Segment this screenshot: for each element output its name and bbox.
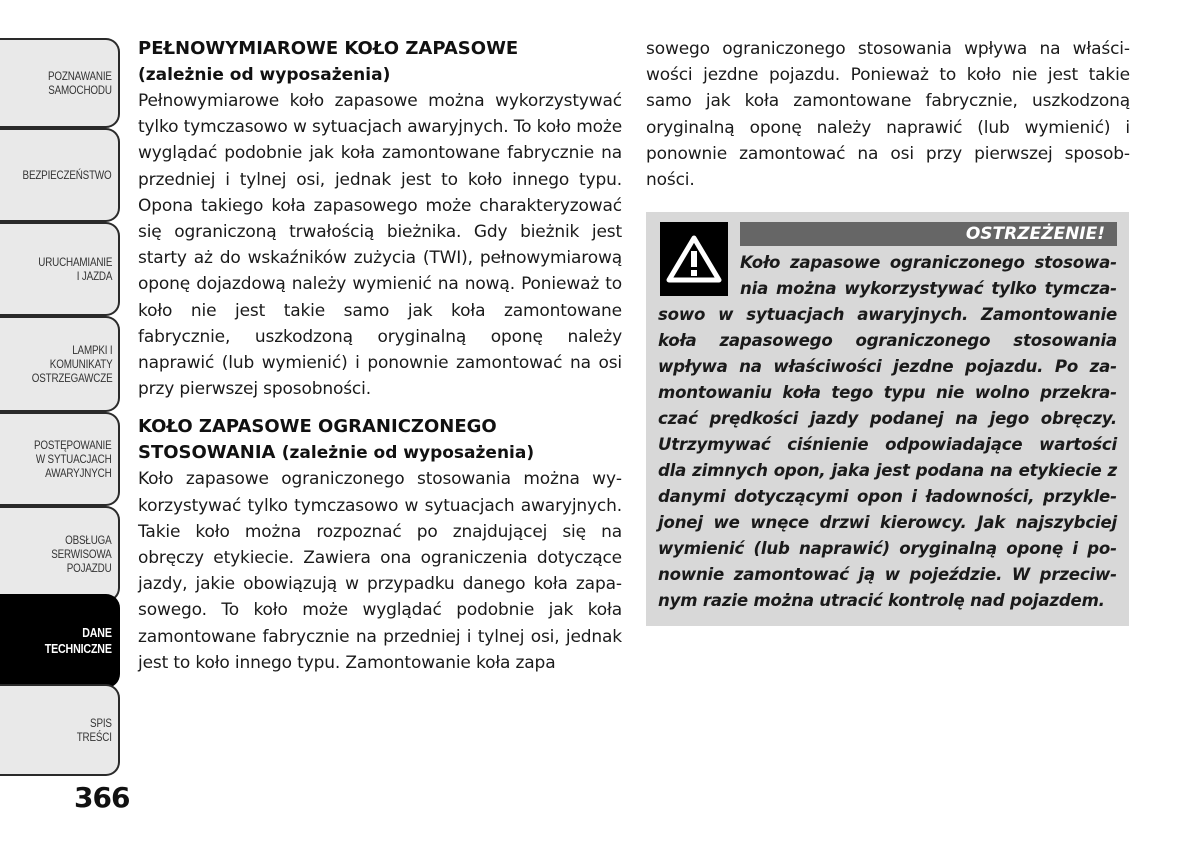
tab-dane-techniczne[interactable]	[0, 594, 120, 688]
heading-title: PEŁNOWYMIAROWE KOŁO ZAPASOWE	[138, 38, 519, 59]
tab-label: SPIS TREŚCI	[76, 716, 112, 744]
tab-uruchamianie-i-jazda[interactable]	[0, 222, 120, 316]
tab-postepowanie-w-sytuacjach-awaryjnych[interactable]	[0, 412, 120, 506]
tab-label: BEZPIECZEŃSTWO	[22, 168, 112, 182]
heading-title-line2: STOSOWANIA	[138, 442, 276, 464]
warning-box	[646, 212, 1129, 626]
tab-lampki-i-komunikaty[interactable]	[0, 316, 120, 412]
heading-title: KOŁO ZAPASOWE OGRANICZONEGO	[138, 416, 497, 438]
heading-subtitle: (zależnie od wyposażenia)	[138, 65, 391, 85]
tab-label: POSTĘPOWANIE W SYTUACJACH AWARYJNYCH	[34, 438, 112, 480]
warning-text: Koło zapasowe ograniczonego stosowania można wykorzystywać tylko tymczasowo w sytuacjach awaryjnych. Zamontowanie koła zapasowego ograniczonego stosowania wpływa na właściwości jezdne pojazdu. Po zamontowaniu koła tego typu nie wolno przekraczać prędkości jazdy podanej na jego obręczy. Utrzymywać ciśnienie odpowiadające wartości dla zimnych opon, jaka jest podana na etykiecie z danymi dotyczącymi opon i ładowności, przyklejonej we wnęce drzwi kierowcy. Jak najszybciej wymienić (lub naprawić) oryginalną oponę i ponownie zamontować ją w pojeździe. W przeciwnym razie można utracić kontrolę nad pojazdem.	[658, 253, 1117, 610]
tab-spis-tresci[interactable]	[0, 684, 120, 776]
tab-obsluga-serwisowa[interactable]	[0, 506, 120, 602]
heading-subtitle: (zależnie od wyposażenia)	[281, 443, 535, 464]
section-heading	[138, 36, 622, 88]
section-body-continued: sowego ograniczonego stosowania wpływa na właściwości jezdne pojazdu. Ponieważ to koło nie jest takie samo jak koła zamontowane fabrycznie, uszkodzoną oryginalną oponę należy naprawić (lub wymienić) i ponownie zamontować na osi przy pierwszej sposobności.	[646, 39, 1130, 191]
tab-bezpieczenstwo[interactable]	[0, 128, 120, 222]
warning-title: OSTRZEŻENIE!	[740, 222, 1117, 246]
left-column	[138, 36, 622, 676]
section-body: Koło zapasowe ograniczonego stosowania można wykorzystywać tylko tymczasowo w sytuacjach awaryjnych. Takie koło można rozpoznać po znajdującej się na obręczy etykiecie. Zawiera ona ograniczenia dotyczące jazdy, jakie obowiązują w przypadku danego koła zapasowego. To koło może wyglądać podobnie jak koła zamontowane fabrycznie na przedniej i tylnej osi, jednak jest to koło innego typu. Zamontowanie koła zapa	[138, 469, 622, 673]
right-column	[646, 36, 1130, 193]
section-heading	[138, 414, 622, 466]
section-body: Pełnowymiarowe koło zapasowe można wykorzystywać tylko tymczasowo w sytuacjach awaryjnych. To koło może wyglądać podobnie jak koła zamontowane fabrycznie na przedniej i tylnej osi, jednak jest to koło innego typu. Opona takiego koła zapasowego może charakteryzować się ograniczoną trwałością bieżnika. Gdy bieżnik jest starty aż do wskaźników zużycia (TWI), pełnowymiarową oponę dojazdową należy wymienić na nową. Ponieważ to koło nie jest takie samo jak koła zamontowane fabrycznie, uszkodzoną oryginalną oponę należy naprawić (lub wymienić) i ponownie zamontować na osi przy pierwszej sposobności.	[138, 91, 622, 400]
page-number: 366	[74, 781, 130, 814]
tab-label: POZNAWANIE SAMOCHODU	[48, 69, 112, 97]
tab-label: DANE TECHNICZNE	[44, 625, 112, 656]
tab-label: URUCHAMIANIE I JAZDA	[37, 255, 112, 283]
warning-triangle-icon	[660, 222, 728, 296]
tab-label: LAMPKI I KOMUNIKATY OSTRZEGAWCZE	[31, 343, 112, 385]
tab-poznawanie-samochodu[interactable]	[0, 38, 120, 128]
tab-label: OBSŁUGA SERWISOWA POJAZDU	[51, 533, 112, 575]
